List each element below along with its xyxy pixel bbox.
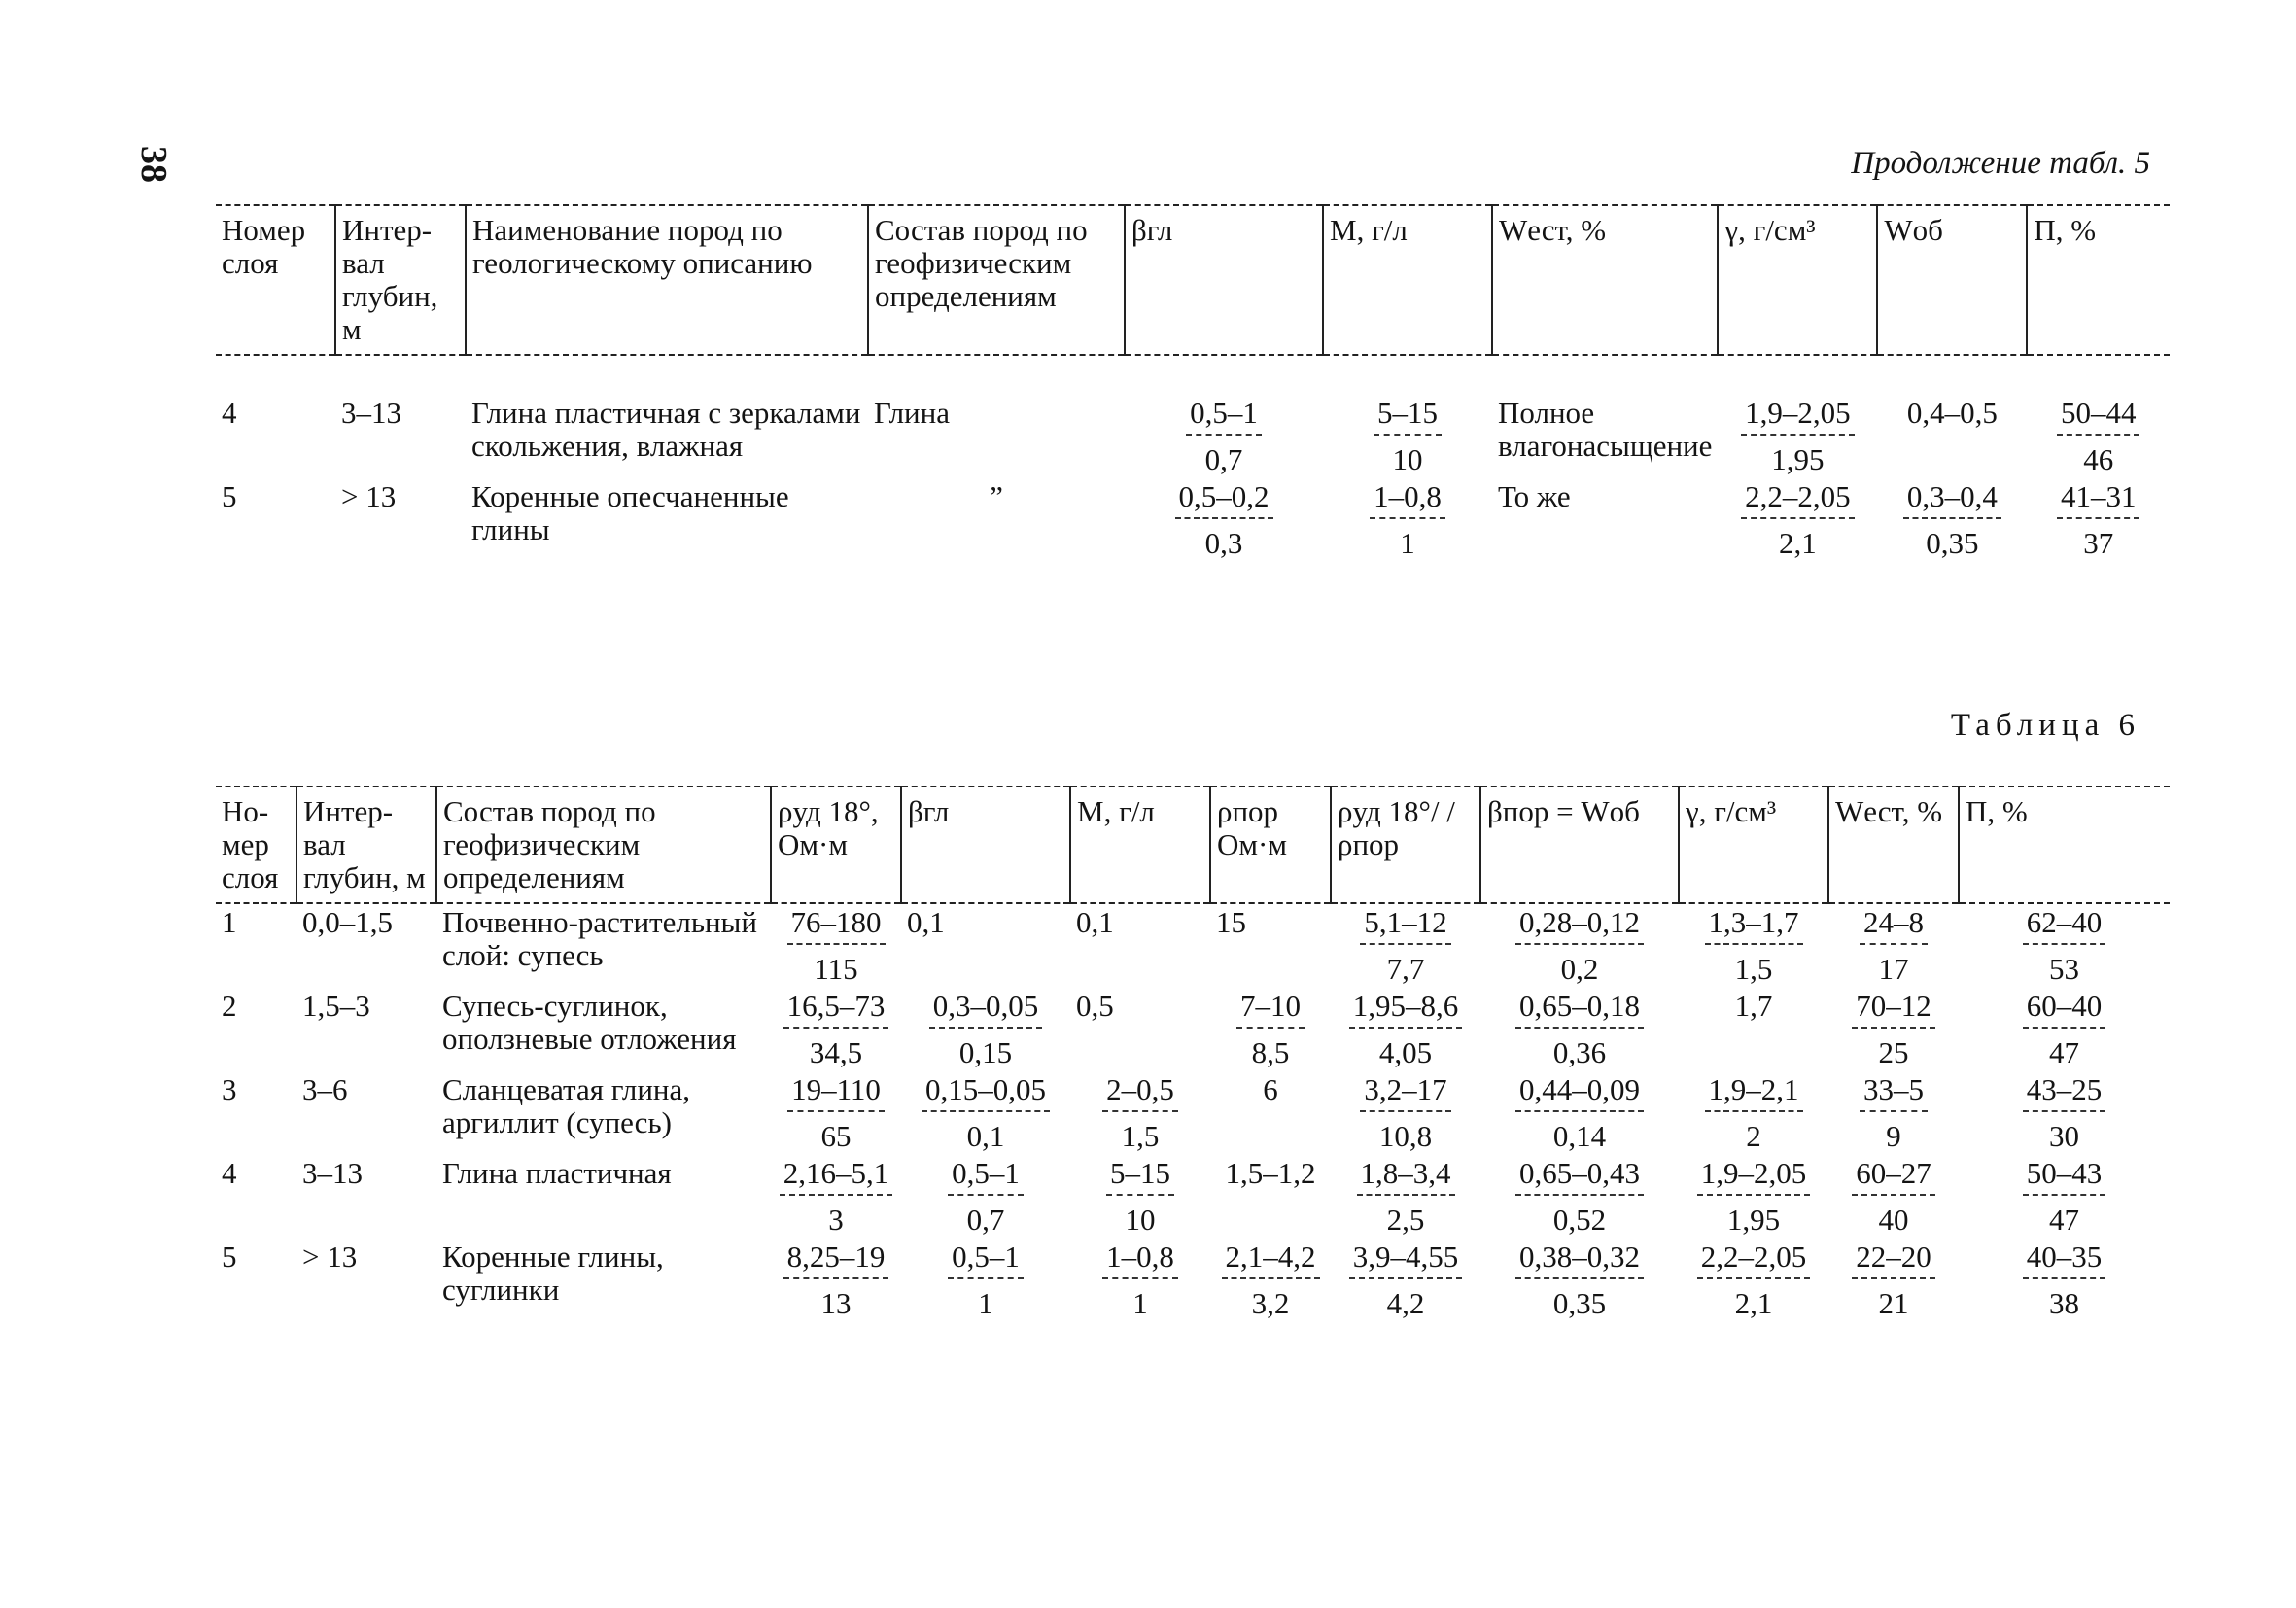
table-cell: 2,5 [1386,1203,1425,1237]
col-header-w-est: Wест, % [1828,787,1959,903]
table-cell: 0,38–0,32 [1515,1241,1644,1279]
table-cell: 3–13 [341,396,401,430]
table-cell: 2,2–2,05 [1741,480,1855,519]
fraction-value [1515,990,1644,1069]
table-cell [1828,903,1959,988]
table-cell: 0,3–0,4 [1903,480,2001,519]
fraction-value [1852,990,1935,1069]
table-cell [1877,478,2027,562]
fraction-value [1349,990,1463,1069]
table-row [216,1155,2170,1239]
table-cell: 2,16–5,1 [780,1157,893,1196]
table-cell: Коренные глины, суглинки [442,1240,664,1307]
fraction-value [2023,990,2106,1069]
table-cell: Супесь-суглинок, оползневые отложения [442,989,737,1056]
col-header-rho-ud: ρуд 18°, Ом·м [771,787,901,903]
table-cell [771,1071,901,1155]
fraction-value [1903,480,2001,560]
fraction-value [1515,1073,1644,1153]
table-row [216,1071,2170,1155]
table-cell: Глина [874,396,950,430]
table-cell: 1,8–3,4 [1357,1157,1455,1196]
table-cell: 1,3–1,7 [1705,906,1803,945]
table-cell: Коренные опесчаненные глины [471,479,789,546]
table-cell: 3,2 [1251,1286,1290,1320]
table-cell: 5 [222,479,237,513]
table-cell: Полное влагонасыщение [1498,396,1713,463]
table-cell [771,988,901,1071]
table-cell: 1,5 [1734,952,1773,986]
table-cell: 16,5–73 [783,990,889,1029]
table-cell: 7,7 [1386,952,1425,986]
table-cell: 7–10 [1236,990,1305,1029]
table-cell [771,903,901,988]
table-cell [1959,1071,2170,1155]
table-cell: 3 [828,1203,844,1237]
table-cell: 1,5–1,2 [1225,1156,1316,1190]
fraction-value [780,1157,893,1237]
col-header-geological-name: Наименование пород по геологическому описанию [466,205,868,355]
fraction-value [787,906,886,986]
table-row [216,903,2170,988]
table-header-row [216,787,2170,903]
col-header-depth-interval: Интер- вал глубин, м [335,205,466,355]
col-header-gamma: γ, г/см³ [1679,787,1828,903]
fraction-value [2023,1157,2106,1237]
table-cell [1828,1071,1959,1155]
fraction-value [1357,1157,1455,1237]
table-cell: ” [990,479,1003,513]
table-cell: 1,5 [1121,1119,1160,1153]
fraction-value [1374,397,1442,476]
table-cell [1679,1155,1828,1239]
col-header-layer-number: Но- мер слоя [216,787,296,903]
table-cell: 0,3–0,05 [929,990,1043,1029]
col-header-depth-interval: Интер- вал глубин, м [296,787,436,903]
table-cell: 9 [1886,1119,1901,1153]
table-cell: 8,5 [1251,1035,1290,1069]
table-cell [1331,988,1480,1071]
table-cell: 22–20 [1852,1241,1935,1279]
table-row [216,988,2170,1071]
table-cell: 0,36 [1552,1035,1607,1069]
page-number: 38 [133,146,174,183]
table-cell: 24–8 [1860,906,1928,945]
table-cell [1210,988,1331,1071]
fraction-value [783,1241,889,1320]
table-cell: 3–13 [302,1156,363,1190]
table-cell: 0,1 [907,905,945,939]
table-cell [1323,478,1492,562]
table-cell: 2,1–4,2 [1222,1241,1320,1279]
table-cell: 0,52 [1552,1203,1607,1237]
col-header-mineralization: М, г/л [1323,205,1492,355]
table-cell: 46 [2083,442,2114,476]
table-cell: 115 [814,952,858,986]
fraction-value [1186,397,1262,476]
table-cell: 0,3 [1204,526,1243,560]
table-cell [1679,903,1828,988]
table-cell: 0,7 [966,1203,1005,1237]
table-cell [901,1071,1070,1155]
table-cell [1070,1155,1210,1239]
fraction-value [1370,480,1445,560]
fraction-value [1349,1241,1463,1320]
col-header-composition: Состав пород по геофизическим определениям [436,787,771,903]
table-cell: 62–40 [2023,906,2106,945]
table-row [216,395,2170,478]
fraction-value [2023,1073,2106,1153]
fraction-value [1102,1073,1178,1153]
table-cell: 3,9–4,55 [1349,1241,1463,1279]
table-cell: 19–110 [787,1073,885,1112]
fraction-value [1106,1157,1174,1237]
table-cell: 50–44 [2057,397,2140,436]
table-cell: 40 [1878,1203,1909,1237]
table-cell: 0,44–0,09 [1515,1073,1644,1112]
table-cell: 3–6 [302,1072,348,1106]
table-cell: Глина пластичная с зеркалами скольжения, влажная [471,396,861,463]
fraction-value [1852,1241,1935,1320]
table-cell: Почвенно-растительный слой: супесь [442,905,757,972]
table-cell [216,355,2170,395]
table-cell: 0,5–0,2 [1175,480,1273,519]
table-cell [1480,903,1679,988]
table-cell: 5,1–12 [1360,906,1450,945]
table-cell: 53 [2049,952,2079,986]
table-5-continuation [216,204,2170,562]
table-cell [1125,395,1323,478]
fraction-value [2057,480,2140,560]
table-cell [1480,1071,1679,1155]
fraction-value [2057,397,2140,476]
table-cell: 0,2 [1560,952,1599,986]
fraction-value [1852,1157,1935,1237]
table-cell [1828,988,1959,1071]
table-cell [901,988,1070,1071]
table-cell [1718,395,1877,478]
fraction-value [1515,1241,1644,1320]
table-cell [1331,1155,1480,1239]
table-cell: 0,4–0,5 [1906,396,1998,430]
table-cell: 2,1 [1779,526,1817,560]
table-cell: 65 [820,1119,852,1153]
fraction-value [1515,1157,1644,1237]
table-cell: 2,2–2,05 [1697,1241,1811,1279]
table-cell: 70–12 [1852,990,1935,1029]
fraction-value [1175,480,1273,560]
fraction-value [1741,397,1855,476]
table-cell [771,1155,901,1239]
fraction-value [1360,1073,1450,1153]
table-cell: 5–15 [1374,397,1442,436]
table-cell: 50–43 [2023,1157,2106,1196]
table-cell: 2–0,5 [1102,1073,1178,1112]
table-cell: 4,2 [1386,1286,1425,1320]
table-cell: 2,1 [1734,1286,1773,1320]
fraction-value [1222,1241,1320,1320]
table-cell: 0,1 [966,1119,1005,1153]
table-cell [1679,1071,1828,1155]
table-cell: 5 [222,1240,237,1274]
table-cell [1828,1155,1959,1239]
table-cell: 1–0,8 [1102,1241,1178,1279]
table-cell: 8,25–19 [783,1241,889,1279]
table-cell: То же [1498,479,1571,513]
table-cell: 0,0–1,5 [302,905,393,939]
fraction-value [922,1073,1050,1153]
col-header-rho-por: ρпор Ом·м [1210,787,1331,903]
table-cell [1210,1239,1331,1322]
fraction-value [1860,1073,1928,1153]
col-header-beta-por: βпор = Wоб [1480,787,1679,903]
table-cell: 0,5 [1076,989,1114,1023]
table-cell [1718,478,1877,562]
table-cell [2027,395,2170,478]
table-cell: 1,95–8,6 [1349,990,1463,1029]
table-cell [1331,1071,1480,1155]
table-cell: 60–27 [1852,1157,1935,1196]
table-cell: Сланцеватая глина, аргиллит (супесь) [442,1072,691,1139]
col-header-porosity: П, % [1959,787,2170,903]
table-cell: 1,95 [1726,1203,1781,1237]
table-cell: 6 [1263,1072,1278,1106]
table-cell: 1 [222,905,237,939]
table-6-caption: Таблица 6 [1950,708,2140,743]
table-row [216,1239,2170,1322]
table-cell: 4 [222,396,237,430]
fraction-value [2023,906,2106,986]
table-cell: 0,1 [1076,905,1114,939]
table-cell: 1,5–3 [302,989,370,1023]
fraction-value [2023,1241,2106,1320]
fraction-value [1697,1157,1811,1237]
col-header-mineralization: М, г/л [1070,787,1210,903]
table-cell: 1,95 [1771,442,1825,476]
fraction-value [1705,1073,1803,1153]
table-cell: 1 [1132,1286,1148,1320]
table-cell [1959,1155,2170,1239]
table-cell: 0,65–0,18 [1515,990,1644,1029]
fraction-value [1236,990,1305,1069]
col-header-beta-gl: βгл [901,787,1070,903]
table-cell: 4,05 [1378,1035,1433,1069]
fraction-value [1697,1241,1811,1320]
table-cell: 1,9–2,1 [1705,1073,1803,1112]
table-cell: 25 [1878,1035,1909,1069]
table-cell: 37 [2083,526,2114,560]
table-cell: > 13 [302,1240,358,1274]
table-6 [216,786,2170,1322]
table-cell [1331,1239,1480,1322]
table-cell [901,1239,1070,1322]
table-cell [1959,988,2170,1071]
table-cell [1480,988,1679,1071]
table-cell: 0,35 [1552,1286,1607,1320]
table-cell: 43–25 [2023,1073,2106,1112]
table-cell: 34,5 [809,1035,863,1069]
table-cell: 1,9–2,05 [1697,1157,1811,1196]
table-cell: 33–5 [1860,1073,1928,1112]
table-cell [1480,1155,1679,1239]
table-cell: 3,2–17 [1360,1073,1450,1112]
col-header-gamma: γ, г/см³ [1718,205,1877,355]
table-cell [1959,903,2170,988]
table-cell: 0,5–1 [1186,397,1262,436]
fraction-value [1102,1241,1178,1320]
fraction-value [1860,906,1928,986]
table-cell: 2 [1746,1119,1761,1153]
table-cell: 30 [2049,1119,2079,1153]
table-cell [2027,478,2170,562]
col-header-w-est: Wест, % [1492,205,1718,355]
col-header-beta-gl: βгл [1125,205,1323,355]
table-cell: 21 [1878,1286,1909,1320]
table-cell: 1 [978,1286,993,1320]
table-cell: 3 [222,1072,237,1106]
table-cell: 60–40 [2023,990,2106,1029]
table-cell: 40–35 [2023,1241,2106,1279]
table-cell: 38 [2049,1286,2079,1320]
table-cell: 0,15–0,05 [922,1073,1050,1112]
table-cell: 47 [2049,1035,2079,1069]
col-header-rho-ratio: ρуд 18°/ /ρпор [1331,787,1480,903]
table-cell: 15 [1216,905,1246,939]
table-cell: 41–31 [2057,480,2140,519]
table-cell [1323,395,1492,478]
table-cell: 13 [820,1286,852,1320]
table-cell: 76–180 [787,906,886,945]
table-cell: 17 [1878,952,1909,986]
col-header-w-ob: Wоб [1877,205,2027,355]
table-row [216,478,2170,562]
table-cell: 2 [222,989,237,1023]
table-cell: 0,35 [1926,526,1979,560]
table-cell [1070,1239,1210,1322]
table-cell: 1,7 [1734,989,1773,1023]
table-cell: 0,14 [1552,1119,1607,1153]
fraction-value [948,1157,1024,1237]
table-cell: Глина пластичная [442,1156,672,1190]
table-cell: 5–15 [1106,1157,1174,1196]
fraction-value [787,1073,885,1153]
table-cell: 10 [1125,1203,1156,1237]
col-header-layer-number: Номер слоя [216,205,335,355]
table-cell [1125,478,1323,562]
table-cell: 1,9–2,05 [1741,397,1855,436]
table-cell [1070,1071,1210,1155]
table-cell: 1–0,8 [1370,480,1445,519]
fraction-value [948,1241,1024,1320]
continuation-caption: Продолжение табл. 5 [1851,146,2150,181]
table-cell: > 13 [341,479,397,513]
table-cell: 0,5–1 [948,1157,1024,1196]
table-cell: 10 [1392,442,1423,476]
table-cell [901,1155,1070,1239]
table-cell: 0,15 [958,1035,1013,1069]
table-cell [1480,1239,1679,1322]
col-header-porosity: П, % [2027,205,2170,355]
table-cell: 47 [2049,1203,2079,1237]
fraction-value [783,990,889,1069]
table-cell: 1 [1400,526,1415,560]
fraction-value [1360,906,1450,986]
table-cell [1331,903,1480,988]
fraction-value [1741,480,1855,560]
table-cell: 0,65–0,43 [1515,1157,1644,1196]
table-header-row [216,205,2170,355]
table-cell: 4 [222,1156,237,1190]
table-cell: 0,28–0,12 [1515,906,1644,945]
fraction-value [929,990,1043,1069]
table-cell: 10,8 [1378,1119,1433,1153]
table-cell [1959,1239,2170,1322]
table-cell: 0,7 [1204,442,1243,476]
fraction-value [1705,906,1803,986]
fraction-value [1515,906,1644,986]
table-cell [1828,1239,1959,1322]
table-cell [771,1239,901,1322]
table-cell [1679,1239,1828,1322]
col-header-geophysical-composition: Состав пород по геофизическим определениям [868,205,1125,355]
table-cell: 0,5–1 [948,1241,1024,1279]
